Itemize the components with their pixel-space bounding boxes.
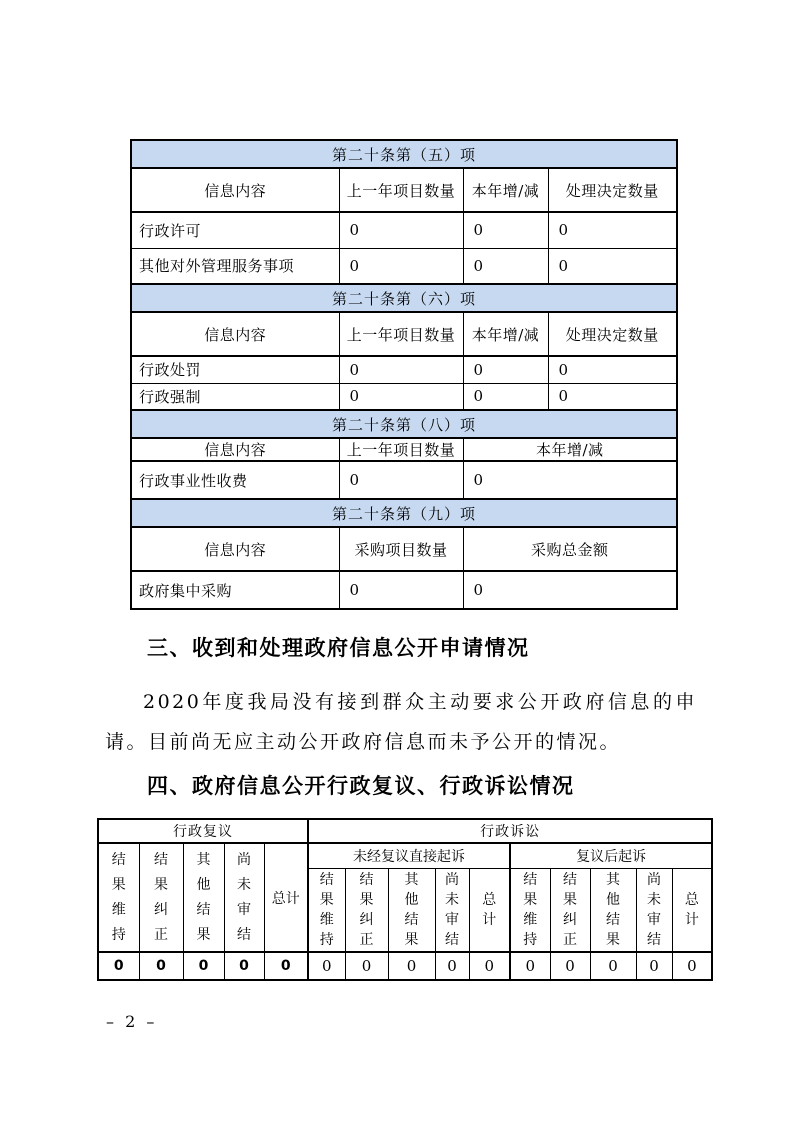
- row-label: 政府集中采购: [131, 571, 339, 609]
- section-title: 第二十条第（五）项: [131, 140, 677, 168]
- cell-value: 0: [98, 952, 139, 980]
- table-row: [131, 571, 677, 609]
- column-header: 尚未审结: [636, 868, 672, 952]
- column-header: 结果维持: [510, 868, 550, 952]
- column-header: 结果维持: [308, 868, 345, 952]
- subgroup-header-after-review: 复议后起诉: [510, 843, 712, 868]
- column-header: 处理决定数量: [548, 168, 677, 212]
- cell-value: 0: [308, 952, 345, 980]
- section-title: 第二十条第（六）项: [131, 284, 677, 312]
- cell-value: 0: [139, 952, 183, 980]
- cell-value: 0: [463, 248, 548, 284]
- cell-value: 0: [636, 952, 672, 980]
- cell-value: 0: [672, 952, 712, 980]
- cell-value: 0: [469, 952, 510, 980]
- group-header-review: 行政复议: [98, 819, 308, 843]
- row-label: 其他对外管理服务事项: [131, 248, 339, 284]
- cell-value: 0: [388, 952, 435, 980]
- cell-value: 0: [183, 952, 224, 980]
- row-label: 行政事业性收费: [131, 461, 339, 499]
- cell-value: 0: [548, 383, 677, 410]
- cell-value: 0: [463, 383, 548, 410]
- values-row: [98, 952, 712, 980]
- column-header: 本年增/减: [463, 438, 677, 461]
- cell-value: 0: [264, 952, 308, 980]
- row-label: 行政处罚: [131, 356, 339, 383]
- column-header: 信息内容: [131, 168, 339, 212]
- cell-value: 0: [463, 212, 548, 248]
- cell-value: 0: [548, 356, 677, 383]
- subgroup-header-direct: 未经复议直接起诉: [308, 843, 510, 868]
- column-header: 结果纠正: [550, 868, 590, 952]
- cell-value: 0: [435, 952, 469, 980]
- table-section-5: [131, 140, 677, 168]
- table-section-6: [131, 284, 677, 312]
- section-title: 第二十条第（九）项: [131, 499, 677, 527]
- section-heading-4: 四、政府信息公开行政复议、行政诉讼情况: [147, 775, 575, 798]
- column-header: 采购项目数量: [339, 527, 463, 571]
- column-header: 信息内容: [131, 438, 339, 461]
- column-header: 上一年项目数量: [339, 168, 463, 212]
- cell-value: 0: [550, 952, 590, 980]
- column-header: 处理决定数量: [548, 312, 677, 356]
- column-header: 本年增/减: [463, 168, 548, 212]
- table-row: [131, 383, 677, 410]
- row-label: 行政许可: [131, 212, 339, 248]
- article20-tables: [130, 139, 678, 610]
- table-section-8: [131, 410, 677, 438]
- litigation-table: [97, 818, 713, 981]
- cell-value: 0: [339, 212, 463, 248]
- cell-value: 0: [224, 952, 264, 980]
- table-row: [131, 356, 677, 383]
- section-title: 第二十条第（八）项: [131, 410, 677, 438]
- table-row: [131, 461, 677, 499]
- table-row: [131, 248, 677, 284]
- column-header: 尚未审结: [435, 868, 469, 952]
- cell-value: 0: [339, 571, 463, 609]
- column-header: 结果纠正: [345, 868, 388, 952]
- header-row: [131, 312, 677, 356]
- header-row: [131, 527, 677, 571]
- cell-value: 0: [339, 356, 463, 383]
- column-header: 采购总金额: [463, 527, 677, 571]
- cell-value: 0: [339, 248, 463, 284]
- cell-value: 0: [463, 356, 548, 383]
- page-number: – 2 –: [106, 1012, 158, 1031]
- group-header-row: [98, 819, 712, 843]
- cell-value: 0: [339, 383, 463, 410]
- subgroup-header-row: [98, 843, 712, 868]
- column-header: 信息内容: [131, 312, 339, 356]
- column-header: 其他结果: [590, 868, 636, 952]
- column-header: 总计: [469, 868, 510, 952]
- column-header: 总计: [264, 843, 308, 952]
- table-row: [131, 212, 677, 248]
- column-header: 上一年项目数量: [339, 438, 463, 461]
- section-heading-3: 三、收到和处理政府信息公开申请情况: [147, 637, 530, 660]
- cell-value: 0: [548, 248, 677, 284]
- column-header: 信息内容: [131, 527, 339, 571]
- cell-value: 0: [345, 952, 388, 980]
- cell-value: 0: [463, 461, 677, 499]
- body-paragraph: 2020年度我局没有接到群众主动要求公开政府信息的申请。目前尚无应主动公开政府信息而未予公开的情况。: [105, 691, 697, 753]
- row-label: 行政强制: [131, 383, 339, 410]
- cell-value: 0: [463, 571, 677, 609]
- column-header: 本年增/减: [463, 312, 548, 356]
- column-header: 结果维持: [98, 843, 139, 952]
- cell-value: 0: [548, 212, 677, 248]
- column-header: 结果纠正: [139, 843, 183, 952]
- column-header: 上一年项目数量: [339, 312, 463, 356]
- cell-value: 0: [339, 461, 463, 499]
- column-header: 其他结果: [388, 868, 435, 952]
- header-row: [131, 168, 677, 212]
- cell-value: 0: [510, 952, 550, 980]
- cell-value: 0: [590, 952, 636, 980]
- header-row: [131, 438, 677, 461]
- column-header: 总计: [672, 868, 712, 952]
- group-header-lawsuit: 行政诉讼: [308, 819, 712, 843]
- column-header: 尚未审结: [224, 843, 264, 952]
- column-header: 其他结果: [183, 843, 224, 952]
- table-section-9: [131, 499, 677, 527]
